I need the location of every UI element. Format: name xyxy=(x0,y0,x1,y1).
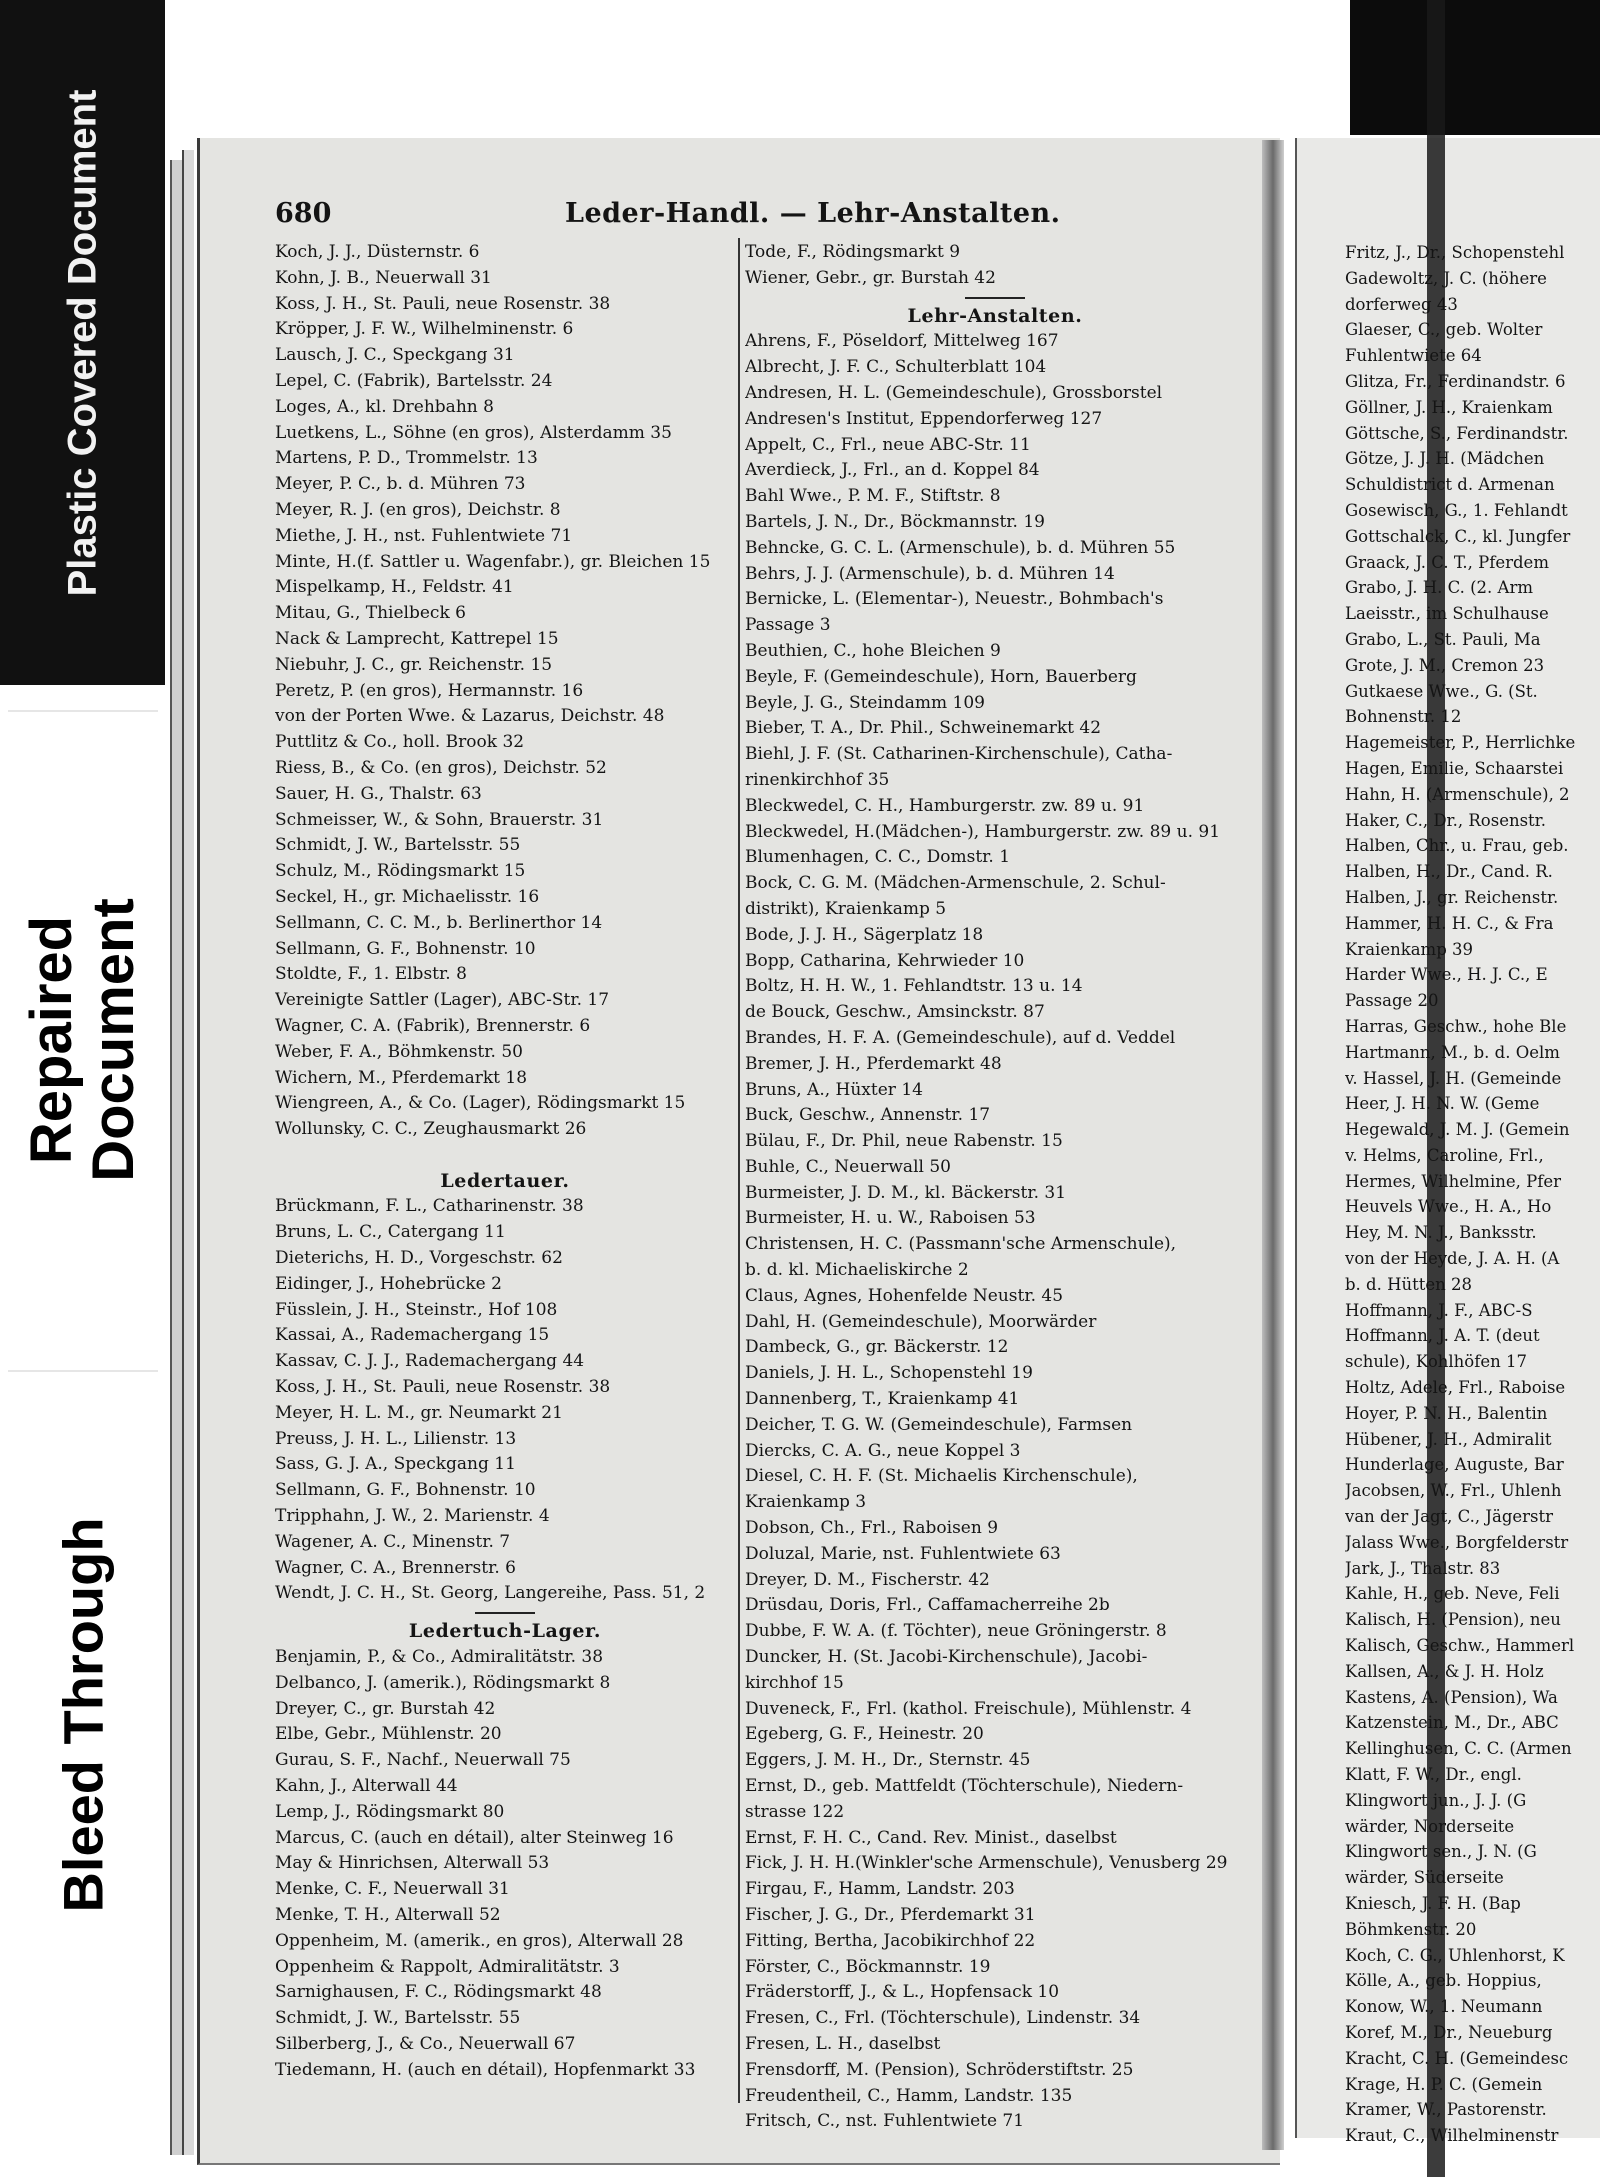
directory-entry: Fuhlentwiete 64 xyxy=(1345,346,1482,366)
directory-entry: Sauer, H. G., Thalstr. 63 xyxy=(275,783,482,804)
directory-entry: Passage 20 xyxy=(1345,991,1439,1011)
directory-entry: Appelt, C., Frl., neue ABC-Str. 11 xyxy=(745,434,1031,455)
label-plastic-covered xyxy=(0,0,165,685)
directory-entry: von der Porten Wwe. & Lazarus, Deichstr. 48 xyxy=(275,706,665,727)
left-column xyxy=(275,240,735,2084)
directory-entry: Menke, T. H., Alterwall 52 xyxy=(275,1905,501,1925)
directory-entry: Andresen, H. L. (Gemeindeschule), Grossborstel xyxy=(745,382,1163,403)
directory-entry: Drüsdau, Doris, Frl., Caffamacherreihe 2b xyxy=(745,1595,1110,1616)
directory-entry: Kassai, A., Rademachergang 15 xyxy=(275,1325,550,1346)
directory-entry: Grabo, L., St. Pauli, Ma xyxy=(1345,629,1541,649)
directory-entry: Meyer, R. J. (en gros), Deichstr. 8 xyxy=(275,499,561,520)
directory-entry: Göllner, J. H., Kraienkam xyxy=(1345,397,1553,417)
directory-entry: Boltz, H. H. W., 1. Fehlandtstr. 13 u. 14 xyxy=(745,976,1083,997)
directory-entry: Hegewald, J. M. J. (Gemein xyxy=(1345,1120,1570,1140)
label-text-bleed-through xyxy=(50,1517,115,1912)
directory-entry: schule), Kohlhöfen 17 xyxy=(1345,1352,1527,1372)
directory-entry: Burmeister, J. D. M., kl. Bäckerstr. 31 xyxy=(745,1182,1067,1203)
directory-entry: Klatt, F. W., Dr., engl. xyxy=(1345,1765,1522,1785)
directory-entry: Götze, J. J. H. (Mädchen xyxy=(1345,449,1545,469)
directory-entry: von der Heyde, J. A. H. (A xyxy=(1345,1249,1560,1269)
directory-entry: Riess, B., & Co. (en gros), Deichstr. 52 xyxy=(275,757,607,778)
directory-entry: Fischer, J. G., Dr., Pferdemarkt 31 xyxy=(745,1905,1036,1925)
directory-entry: Koch, J. J., Düsternstr. 6 xyxy=(275,242,480,262)
directory-entry: Koref, M., Dr., Neueburg xyxy=(1345,2022,1553,2042)
label-separator xyxy=(8,1370,158,1372)
directory-entry: Grabo, J. H. C. (2. Arm xyxy=(1345,578,1533,598)
book-gutter xyxy=(1262,140,1284,2150)
directory-entry: Firgau, F., Hamm, Landstr. 203 xyxy=(745,1879,1015,1900)
page-edge xyxy=(182,150,194,2155)
directory-entry: Bode, J. J. H., Sägerplatz 18 xyxy=(745,924,984,945)
directory-entry: Miethe, J. H., nst. Fuhlentwiete 71 xyxy=(275,525,573,546)
directory-entry: Glaeser, C., geb. Wolter xyxy=(1345,320,1543,340)
directory-entry: Mispelkamp, H., Feldstr. 41 xyxy=(275,577,514,598)
directory-entry: Haker, C., Dr., Rosenstr. xyxy=(1345,810,1546,830)
directory-entry: Fresen, C., Frl. (Töchterschule), Lindenstr. 34 xyxy=(745,2008,1141,2029)
section-title-lehranstalten: Lehr-Anstalten. xyxy=(907,304,1083,327)
directory-entry: Kraut, C., Wilhelminenstr xyxy=(1345,2126,1559,2146)
directory-entry: distrikt), Kraienkamp 5 xyxy=(745,898,947,919)
directory-entry: Dobson, Ch., Frl., Raboisen 9 xyxy=(745,1518,999,1539)
section-divider xyxy=(745,292,1245,304)
directory-entry: Wagner, C. A., Brennerstr. 6 xyxy=(275,1557,516,1578)
directory-entry: dorferweg 43 xyxy=(1345,294,1458,314)
directory-entry: de Bouck, Geschw., Amsinckstr. 87 xyxy=(745,1002,1045,1023)
directory-entry: Wendt, J. C. H., St. Georg, Langereihe, Pass. 51, 2 xyxy=(275,1583,706,1604)
directory-entry: Meyer, P. C., b. d. Mühren 73 xyxy=(275,474,526,495)
directory-entry: Lausch, J. C., Speckgang 31 xyxy=(275,345,515,366)
label-text-plastic-covered xyxy=(60,89,105,596)
label-text-repaired xyxy=(18,898,146,1182)
section-divider xyxy=(275,1607,735,1619)
directory-entry: Seckel, H., gr. Michaelisstr. 16 xyxy=(275,886,540,907)
directory-entry: Buck, Geschw., Annenstr. 17 xyxy=(745,1105,991,1126)
directory-entry: Peretz, P. (en gros), Hermannstr. 16 xyxy=(275,680,584,701)
directory-entry: Kastens, A. (Pension), Wa xyxy=(1345,1687,1558,1707)
directory-entry: Wichern, M., Pferdemarkt 18 xyxy=(275,1067,528,1088)
directory-entry: Hagen, Emilie, Schaarstei xyxy=(1345,758,1564,778)
directory-entry: Hoyer, P. N. H., Balentin xyxy=(1345,1403,1548,1423)
directory-entry: Jark, J., Thalstr. 83 xyxy=(1345,1558,1501,1578)
directory-entry: Klingwort sen., J. N. (G xyxy=(1345,1842,1537,1862)
page-number: 680 xyxy=(275,198,332,229)
directory-entry: Dieterichs, H. D., Vorgeschstr. 62 xyxy=(275,1248,563,1269)
directory-entry: Koch, C. G., Uhlenhorst, K xyxy=(1345,1945,1565,1965)
directory-entry: Mitau, G., Thielbeck 6 xyxy=(275,603,466,624)
directory-entry: Loges, A., kl. Drehbahn 8 xyxy=(275,396,494,417)
directory-entry: Kohn, J. B., Neuerwall 31 xyxy=(275,267,492,288)
directory-entry: Ernst, F. H. C., Cand. Rev. Minist., daselbst xyxy=(745,1827,1117,1848)
page-title: Leder-Handl. — Lehr-Anstalten. xyxy=(565,198,1061,229)
directory-entry: Graack, J. C. T., Pferdem xyxy=(1345,552,1549,572)
directory-entry: wärder, Süderseite xyxy=(1345,1868,1504,1888)
directory-entry: Laeisstr., im Schulhause xyxy=(1345,604,1549,624)
directory-entry: Wiener, Gebr., gr. Burstah 42 xyxy=(745,267,996,288)
directory-entry: Hartmann, M., b. d. Oelm xyxy=(1345,1042,1560,1062)
directory-entry: Oppenheim, M. (amerik., en gros), Alterwall 28 xyxy=(275,1930,684,1951)
directory-entry: Kraienkamp 39 xyxy=(1345,939,1474,959)
label-separator xyxy=(8,710,158,712)
directory-entry: Brückmann, F. L., Catharinenstr. 38 xyxy=(275,1196,584,1217)
directory-entry: Harras, Geschw., hohe Ble xyxy=(1345,1016,1567,1036)
directory-entry: Heuvels Wwe., H. A., Ho xyxy=(1345,1197,1552,1217)
directory-entry: Holtz, Adele, Frl., Raboise xyxy=(1345,1378,1566,1398)
entries-leather-dealers xyxy=(275,240,735,1143)
directory-entry: Gurau, S. F., Nachf., Neuerwall 75 xyxy=(275,1750,571,1771)
directory-entry: Tode, F., Rödingsmarkt 9 xyxy=(745,242,961,262)
section-title-ledertuch: Ledertuch-Lager. xyxy=(408,1620,602,1643)
directory-entry: Kalisch, Geschw., Hammerl xyxy=(1345,1636,1575,1656)
directory-entry: Wollunsky, C. C., Zeughausmarkt 26 xyxy=(275,1119,587,1140)
directory-entry: Hagemeister, P., Herrlichke xyxy=(1345,733,1576,753)
directory-entry: Hey, M. N. J., Banksstr. xyxy=(1345,1223,1537,1243)
directory-entry: wärder, Norderseite xyxy=(1345,1816,1515,1836)
directory-entry: Nack & Lamprecht, Kattrepel 15 xyxy=(275,628,559,649)
directory-entry: Biehl, J. F. (St. Catharinen-Kirchenschule), Catha- xyxy=(745,744,1173,765)
directory-entry: Bleckwedel, H.(Mädchen-), Hamburgerstr. zw. 89 u. 91 xyxy=(745,821,1221,842)
directory-entry: Bahl Wwe., P. M. F., Stiftstr. 8 xyxy=(745,486,1001,507)
directory-entry: Krage, H. P. C. (Gemein xyxy=(1345,2074,1543,2094)
directory-entry: Schmeisser, W., & Sohn, Brauerstr. 31 xyxy=(275,809,604,830)
directory-entry: Wagener, A. C., Minenstr. 7 xyxy=(275,1531,511,1552)
directory-entry: Elbe, Gebr., Mühlenstr. 20 xyxy=(275,1724,502,1745)
directory-entry: Göttsche, S., Ferdinandstr. xyxy=(1345,423,1569,443)
directory-entry: van der Jagt, C., Jägerstr xyxy=(1345,1507,1554,1527)
running-head xyxy=(275,198,1175,234)
directory-entry: Fick, J. H. H.(Winkler'sche Armenschule), Venusberg 29 xyxy=(745,1853,1228,1874)
directory-entry: Kracht, C. H. (Gemeindesc xyxy=(1345,2048,1569,2068)
directory-entry: Bruns, A., Hüxter 14 xyxy=(745,1079,923,1100)
directory-entry: Wagner, C. A. (Fabrik), Brennerstr. 6 xyxy=(275,1015,591,1036)
directory-entry: Dannenberg, T., Kraienkamp 41 xyxy=(745,1389,1020,1410)
directory-entry: Lepel, C. (Fabrik), Bartelsstr. 24 xyxy=(275,370,553,391)
label-sidebar xyxy=(0,0,165,2177)
directory-entry: Kröpper, J. F. W., Wilhelminenstr. 6 xyxy=(275,319,574,340)
directory-entry: Blumenhagen, C. C., Domstr. 1 xyxy=(745,847,1011,868)
directory-entry: Sass, G. J. A., Speckgang 11 xyxy=(275,1454,516,1475)
label-line: Bleed Through xyxy=(51,1517,114,1913)
directory-entry: Gadewoltz, J. C. (höhere xyxy=(1345,268,1547,288)
directory-entry: Menke, C. F., Neuerwall 31 xyxy=(275,1879,510,1900)
directory-entry: Burmeister, H. u. W., Raboisen 53 xyxy=(745,1208,1036,1229)
directory-entry: Grote, J. M., Cremon 23 xyxy=(1345,655,1545,675)
directory-entry: Hammer, H. H. C., & Fra xyxy=(1345,913,1554,933)
directory-entry: Beyle, F. (Gemeindeschule), Horn, Bauerberg xyxy=(745,666,1137,687)
directory-entry: Daniels, J. H. L., Schopenstehl 19 xyxy=(745,1363,1033,1384)
directory-entry: Bleckwedel, C. H., Hamburgerstr. zw. 89 u. 91 xyxy=(745,795,1145,816)
directory-entry: Freudentheil, C., Hamm, Landstr. 135 xyxy=(745,2085,1073,2106)
directory-entry: Benjamin, P., & Co., Admiralitätstr. 38 xyxy=(275,1647,604,1668)
directory-entry: Fresen, L. H., daselbst xyxy=(745,2033,941,2054)
directory-entry: v. Helms, Caroline, Frl., xyxy=(1345,1145,1544,1165)
directory-entry: Tiedemann, H. (auch en détail), Hopfenmarkt 33 xyxy=(275,2059,696,2080)
directory-entry: Hunderlage, Auguste, Bar xyxy=(1345,1455,1564,1475)
directory-entry: Bartels, J. N., Dr., Böckmannstr. 19 xyxy=(745,511,1045,532)
directory-entry: Sarnighausen, F. C., Rödingsmarkt 48 xyxy=(275,1982,602,2003)
directory-entry: Fitting, Bertha, Jacobikirchhof 22 xyxy=(745,1930,1036,1951)
directory-entry: Heer, J. H. N. W. (Geme xyxy=(1345,1094,1540,1114)
directory-entry: Dahl, H. (Gemeindeschule), Moorwärder xyxy=(745,1311,1097,1332)
entries-ledertauer xyxy=(275,1194,735,1607)
directory-entry: Claus, Agnes, Hohenfelde Neustr. 45 xyxy=(745,1285,1064,1306)
directory-entry: kirchhof 15 xyxy=(745,1672,844,1693)
directory-entry: Katzenstein, M., Dr., ABC xyxy=(1345,1713,1559,1733)
directory-entry: Brandes, H. F. A. (Gemeindeschule), auf d. Veddel xyxy=(745,1027,1176,1048)
directory-entry: Gosewisch, G., 1. Fehlandt xyxy=(1345,500,1568,520)
directory-entry: Halben, Chr., u. Frau, geb. xyxy=(1345,836,1569,856)
directory-entry: Schulz, M., Rödingsmarkt 15 xyxy=(275,861,526,882)
directory-entry: Schmidt, J. W., Bartelsstr. 55 xyxy=(275,835,521,856)
label-line: Repaired xyxy=(18,915,84,1165)
directory-entry: Hübener, J. H., Admiralit xyxy=(1345,1429,1552,1449)
directory-entry: Christensen, H. C. (Passmann'sche Armenschule), xyxy=(745,1234,1177,1255)
directory-entry: Albrecht, J. F. C., Schulterblatt 104 xyxy=(745,357,1047,378)
directory-entry: Schmidt, J. W., Bartelsstr. 55 xyxy=(275,2008,521,2029)
spacer xyxy=(275,1143,735,1169)
directory-entry: Füsslein, J. H., Steinstr., Hof 108 xyxy=(275,1299,558,1320)
directory-entry: Eidinger, J., Hohebrücke 2 xyxy=(275,1273,502,1294)
directory-entry: Sellmann, G. F., Bohnenstr. 10 xyxy=(275,1480,536,1501)
directory-entry: Kramer, W., Pastorenstr. xyxy=(1345,2100,1547,2120)
directory-entry: Sellmann, C. C. M., b. Berlinerthor 14 xyxy=(275,912,603,933)
directory-entry: Koss, J. H., St. Pauli, neue Rosenstr. 38 xyxy=(275,293,611,314)
directory-entry: Bock, C. G. M. (Mädchen-Armenschule, 2. Schul- xyxy=(745,873,1166,894)
directory-entry: Bremer, J. H., Pferdemarkt 48 xyxy=(745,1053,1002,1074)
directory-entry: b. d. kl. Michaeliskirche 2 xyxy=(745,1260,969,1281)
directory-entry: Dambeck, G., gr. Bäckerstr. 12 xyxy=(745,1337,1009,1358)
directory-entry: Koss, J. H., St. Pauli, neue Rosenstr. 38 xyxy=(275,1377,611,1398)
directory-entry: Kellinghusen, C. C. (Armen xyxy=(1345,1739,1572,1759)
directory-entry: Preuss, J. H. L., Lilienstr. 13 xyxy=(275,1428,517,1449)
directory-entry: Andresen's Institut, Eppendorferweg 127 xyxy=(745,408,1103,429)
directory-entry: Duveneck, F., Frl. (kathol. Freischule), Mühlenstr. 4 xyxy=(745,1698,1192,1719)
directory-entry: Beyle, J. G., Steindamm 109 xyxy=(745,692,985,713)
directory-entry: Luetkens, L., Söhne (en gros), Alsterdamm 35 xyxy=(275,422,672,443)
directory-entry: Minte, H.(f. Sattler u. Wagenfabr.), gr. Bleichen 15 xyxy=(275,551,711,572)
directory-entry: Averdieck, J., Frl., an d. Koppel 84 xyxy=(745,460,1040,481)
directory-entry: Fritsch, C., nst. Fuhlentwiete 71 xyxy=(745,2111,1025,2132)
directory-entry: Delbanco, J. (amerik.), Rödingsmarkt 8 xyxy=(275,1672,611,1693)
directory-entry: Egeberg, G. F., Heinestr. 20 xyxy=(745,1724,984,1745)
directory-entry: Puttlitz & Co., holl. Brook 32 xyxy=(275,732,525,753)
directory-entry: Dubbe, F. W. A. (f. Töchter), neue Gröningerstr. 8 xyxy=(745,1621,1167,1642)
directory-entry: Meyer, H. L. M., gr. Neumarkt 21 xyxy=(275,1402,563,1423)
directory-entry: Kahn, J., Alterwall 44 xyxy=(275,1776,458,1797)
directory-entry: Lemp, J., Rödingsmarkt 80 xyxy=(275,1801,505,1822)
directory-entry: Jacobsen, W., Frl., Uhlenh xyxy=(1345,1481,1562,1501)
right-column xyxy=(745,240,1245,2135)
directory-entry: Fritz, J., Dr., Schopenstehl xyxy=(1345,243,1565,262)
directory-entry: Dreyer, C., gr. Burstah 42 xyxy=(275,1698,496,1719)
directory-entry: Behrs, J. J. (Armenschule), b. d. Mühren 14 xyxy=(745,563,1115,584)
directory-entry: May & Hinrichsen, Alterwall 53 xyxy=(275,1853,550,1874)
directory-entry: Tripphahn, J. W., 2. Marienstr. 4 xyxy=(275,1506,550,1527)
column-divider xyxy=(738,238,740,2103)
directory-entry: Hoffmann, J. F., ABC-S xyxy=(1345,1300,1533,1320)
directory-entry: Stoldte, F., 1. Elbstr. 8 xyxy=(275,964,467,985)
directory-entry: Bernicke, L. (Elementar-), Neuestr., Bohmbach's xyxy=(745,589,1164,610)
directory-entry: Wiengreen, A., & Co. (Lager), Rödingsmarkt 15 xyxy=(275,1093,686,1114)
directory-entry: Kassav, C. J. J., Rademachergang 44 xyxy=(275,1351,585,1372)
directory-entry: Förster, C., Böckmannstr. 19 xyxy=(745,1956,991,1977)
directory-entry: Schuldistrict d. Armenan xyxy=(1345,475,1555,495)
directory-entry: Kahle, H., geb. Neve, Feli xyxy=(1345,1584,1560,1604)
directory-entry: Bülau, F., Dr. Phil, neue Rabenstr. 15 xyxy=(745,1131,1063,1152)
directory-entry: Behncke, G. C. L. (Armenschule), b. d. Mühren 55 xyxy=(745,537,1176,558)
page-edge xyxy=(170,160,182,2155)
label-line: Document xyxy=(80,898,146,1182)
directory-entry: Ernst, D., geb. Mattfeldt (Töchterschule), Niedern- xyxy=(745,1776,1184,1797)
directory-entry: Frensdorff, M. (Pension), Schröderstiftstr. 25 xyxy=(745,2059,1134,2080)
directory-entry: Doluzal, Marie, nst. Fuhlentwiete 63 xyxy=(745,1543,1061,1564)
directory-entry: v. Hassel, J. H. (Gemeinde xyxy=(1345,1068,1562,1088)
directory-entry: Hoffmann, J. A. T. (deut xyxy=(1345,1326,1540,1346)
directory-entry: Jalass Wwe., Borgfelderstr xyxy=(1345,1532,1569,1552)
directory-entry: Buhle, C., Neuerwall 50 xyxy=(745,1156,951,1177)
directory-entry: Beuthien, C., hohe Bleichen 9 xyxy=(745,640,1001,661)
directory-entry: Silberberg, J., & Co., Neuerwall 67 xyxy=(275,2033,576,2054)
binding-shadow xyxy=(1350,0,1600,135)
directory-entry: Duncker, H. (St. Jacobi-Kirchenschule), Jacobi- xyxy=(745,1647,1148,1668)
directory-entry: Sellmann, G. F., Bohnenstr. 10 xyxy=(275,938,536,959)
directory-entry: Fräderstorff, J., & L., Hopfensack 10 xyxy=(745,1982,1060,2003)
directory-entry: Hermes, Wilhelmine, Pfer xyxy=(1345,1171,1561,1191)
directory-entry: Klingwort jun., J. J. (G xyxy=(1345,1790,1527,1810)
directory-entry: Hahn, H. (Armenschule), 2 xyxy=(1345,784,1570,804)
directory-entry: Ahrens, F., Pöseldorf, Mittelweg 167 xyxy=(745,331,1059,352)
directory-entry: Bopp, Catharina, Kehrwieder 10 xyxy=(745,950,1025,971)
directory-entry: Passage 3 xyxy=(745,615,831,636)
directory-entry: Harder Wwe., H. J. C., E xyxy=(1345,965,1548,985)
directory-entry: Diercks, C. A. G., neue Koppel 3 xyxy=(745,1440,1021,1461)
directory-entry: Marcus, C. (auch en détail), alter Steinweg 16 xyxy=(275,1827,674,1848)
directory-entry: Deicher, T. G. W. (Gemeindeschule), Farmsen xyxy=(745,1414,1133,1435)
directory-entry: Halben, J., gr. Reichenstr. xyxy=(1345,887,1559,907)
section-title-ledertauer: Ledertauer. xyxy=(440,1169,570,1192)
far-right-column xyxy=(1345,240,1600,2149)
directory-entry: Weber, F. A., Böhmkenstr. 50 xyxy=(275,1041,523,1062)
directory-entry: Vereinigte Sattler (Lager), ABC-Str. 17 xyxy=(275,990,610,1011)
directory-entry: b. d. Hütten 28 xyxy=(1345,1274,1473,1294)
directory-entry: Glitza, Fr., Ferdinandstr. 6 xyxy=(1345,371,1566,391)
directory-entry: Kallsen, A., & J. H. Holz xyxy=(1345,1661,1544,1681)
directory-entry: Kraienkamp 3 xyxy=(745,1492,867,1513)
directory-entry: Dreyer, D. M., Fischerstr. 42 xyxy=(745,1569,990,1590)
directory-entry: Martens, P. D., Trommelstr. 13 xyxy=(275,448,538,469)
directory-entry: Konow, W., 1. Neumann xyxy=(1345,1997,1543,2017)
directory-entry: Bruns, L. C., Catergang 11 xyxy=(275,1222,506,1243)
directory-entry: Niebuhr, J. C., gr. Reichenstr. 15 xyxy=(275,654,553,675)
directory-entry: Halben, H., Dr., Cand. R. xyxy=(1345,862,1553,882)
directory-entry: Kölle, A., geb. Hoppius, xyxy=(1345,1971,1542,1991)
directory-entry: Böhmkenstr. 20 xyxy=(1345,1919,1477,1939)
label-bleed-through xyxy=(0,1390,165,2040)
directory-entry: Bohnenstr. 12 xyxy=(1345,707,1462,727)
directory-entry: Diesel, C. H. F. (St. Michaelis Kirchenschule), xyxy=(745,1466,1138,1487)
directory-entry: Kniesch, J. F. H. (Bap xyxy=(1345,1894,1521,1913)
directory-entry: strasse 122 xyxy=(745,1801,845,1822)
scanned-book xyxy=(165,0,1600,2177)
entries-lehranstalten xyxy=(745,329,1245,2135)
directory-entry: Oppenheim & Rappolt, Admiralitätstr. 3 xyxy=(275,1956,620,1977)
label-repaired-document xyxy=(0,720,165,1360)
directory-entry: Gottschalck, C., kl. Jungfer xyxy=(1345,526,1571,546)
label-line: Plastic Covered Document xyxy=(60,89,104,596)
directory-entry: rinenkirchhof 35 xyxy=(745,769,890,790)
directory-entry: Eggers, J. M. H., Dr., Sternstr. 45 xyxy=(745,1750,1031,1771)
directory-entry: Gutkaese Wwe., G. (St. xyxy=(1345,681,1538,701)
entries-leather-dealers-cont xyxy=(745,240,1245,292)
entries-ledertuch xyxy=(275,1645,735,2084)
directory-entry: Kalisch, H. (Pension), neu xyxy=(1345,1610,1561,1630)
directory-entry: Bieber, T. A., Dr. Phil., Schweinemarkt 42 xyxy=(745,718,1102,739)
